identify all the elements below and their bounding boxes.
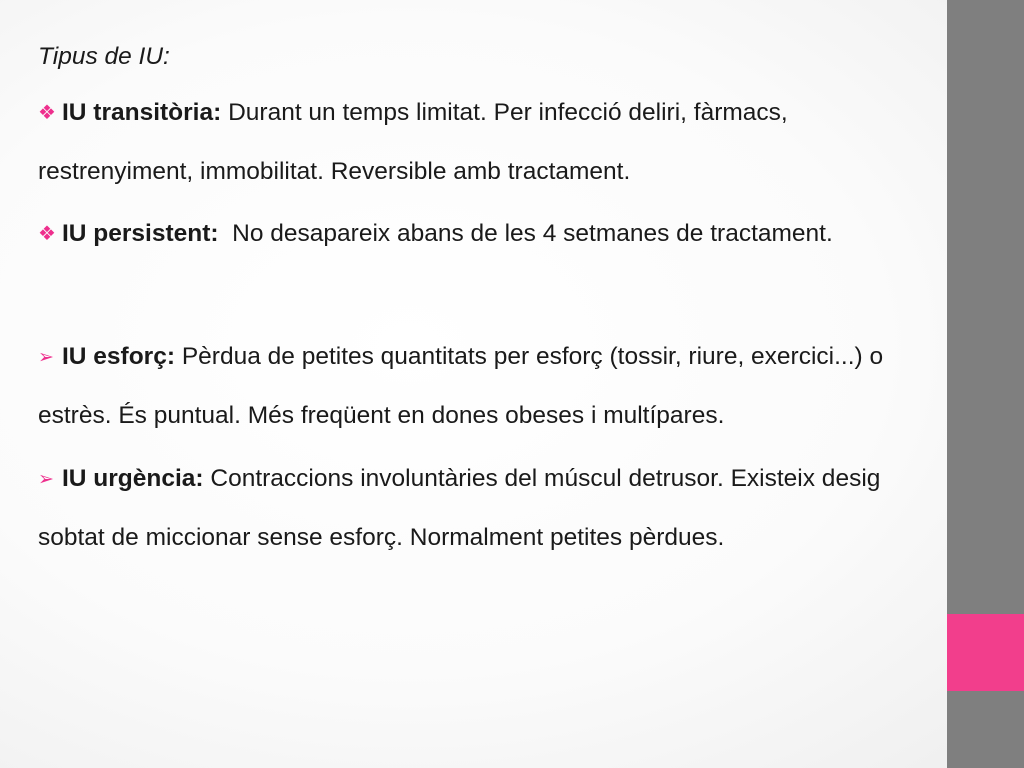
arrow-bullet-icon: ➢ xyxy=(38,468,54,490)
term-label: IU urgència: xyxy=(62,464,204,492)
list-item-persistent xyxy=(38,205,928,264)
item-text: No desapareix abans de les 4 setmanes de tractament. xyxy=(218,220,833,247)
list-item-urgencia xyxy=(38,450,928,568)
diamond-bullet-icon: ❖ xyxy=(38,223,56,245)
slide-heading: Tipus de IU: xyxy=(38,43,170,70)
arrow-bullet-icon: ➢ xyxy=(38,346,54,368)
list-item-esforc xyxy=(38,328,928,446)
sidebar-accent-block xyxy=(947,614,1024,691)
term-label: IU transitòria: xyxy=(62,99,222,126)
item-text: Pèrdua de petites quantitats per esforç (tossir, riure, exercici...) o estrès. És puntual. Més freqüent en dones obeses i multípares. xyxy=(38,342,884,429)
item-text: Contraccions involuntàries del múscul detrusor. Existeix desig sobtat de miccionar sense esforç. Normalment petites pèrdues. xyxy=(38,464,881,551)
diamond-bullet-icon: ❖ xyxy=(38,102,56,124)
item-text: Durant un temps limitat. Per infecció deliri, fàrmacs, restrenyiment, immobilitat. Reversible amb tractament. xyxy=(38,99,788,185)
term-label: IU esforç: xyxy=(62,342,176,370)
list-item-transitoria xyxy=(38,84,928,201)
slide-content xyxy=(38,34,928,572)
term-label: IU persistent: xyxy=(62,220,219,247)
